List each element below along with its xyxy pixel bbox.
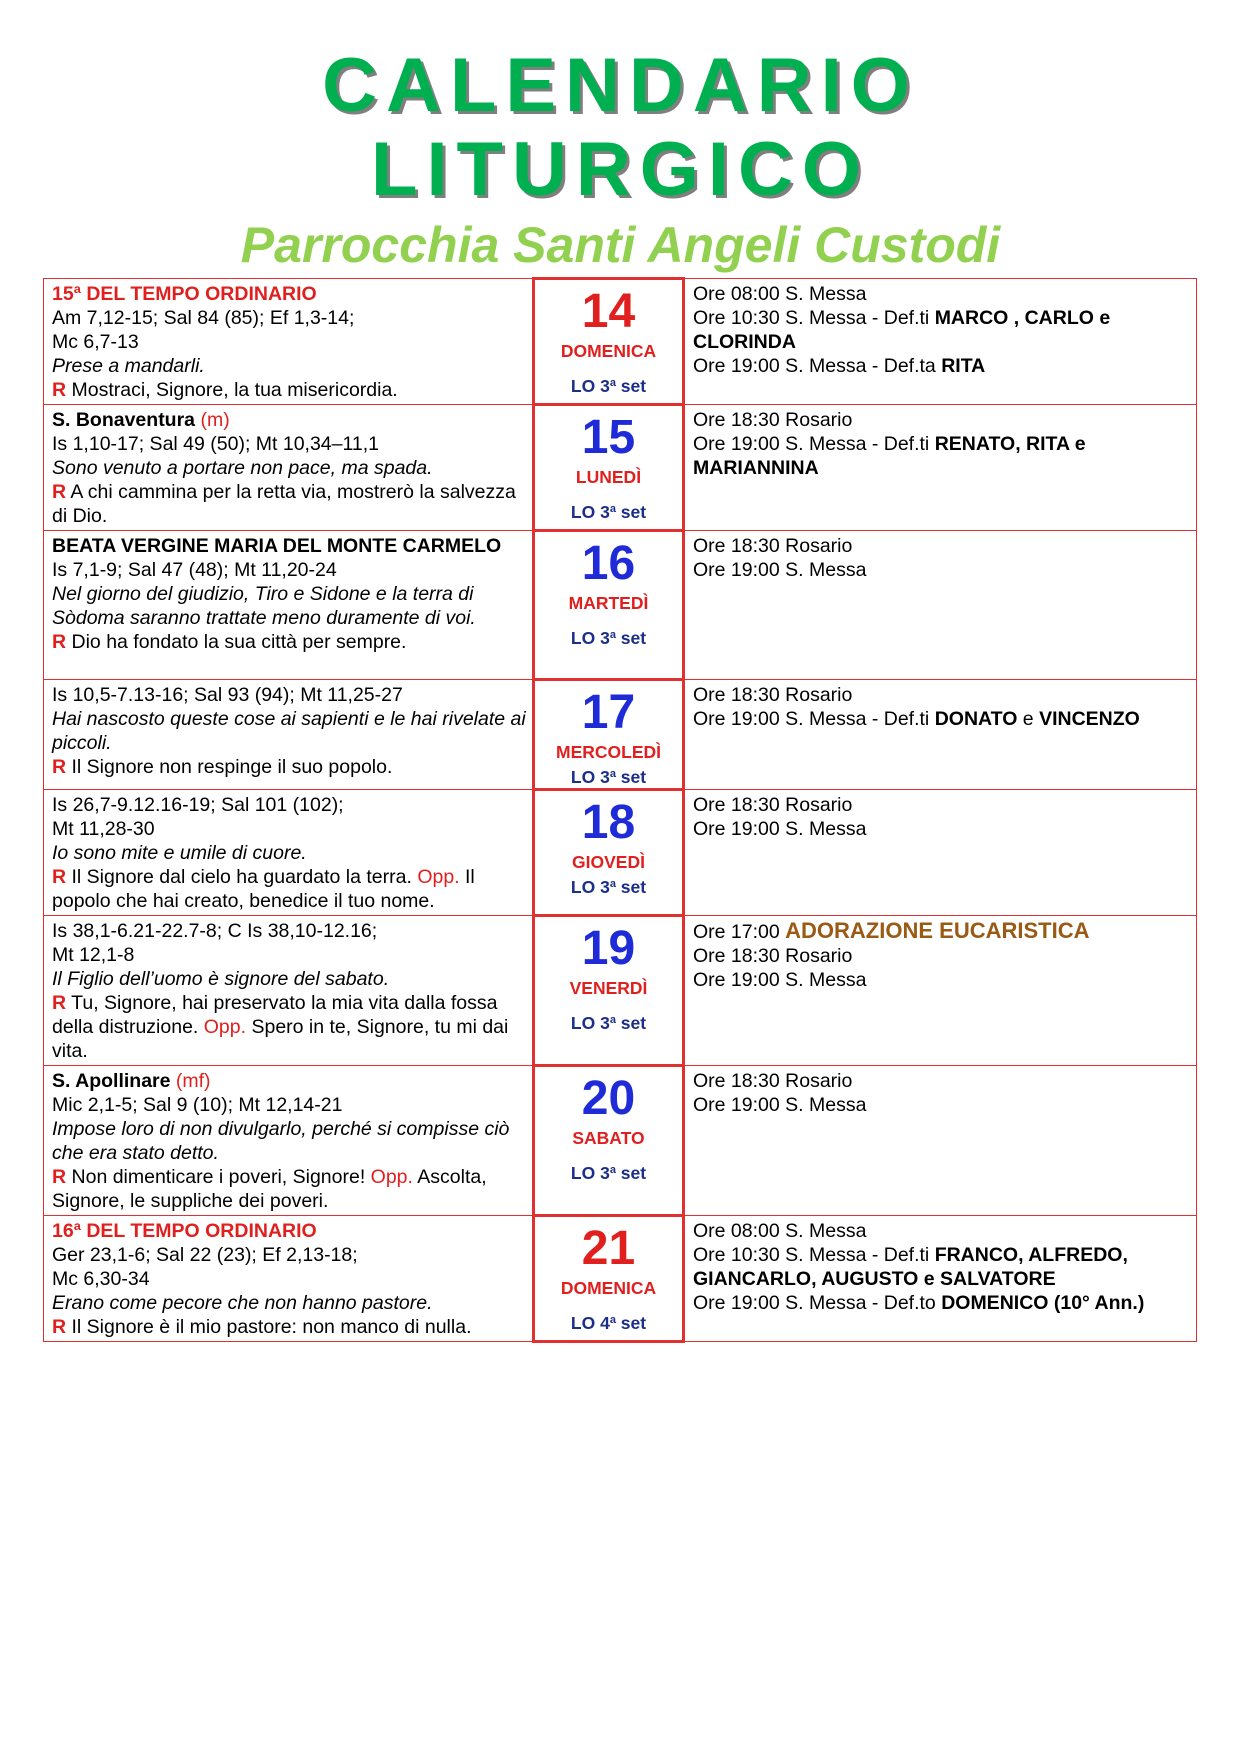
lo-sup: a — [609, 377, 616, 389]
readings-cell — [44, 1066, 534, 1216]
reading-refs: Is 1,10-17; Sal 49 (50); Mt 10,34–11,1 — [52, 433, 380, 455]
feast-title: 16ª DEL TEMPO ORDINARIO — [52, 1220, 317, 1242]
service-line — [693, 707, 1188, 731]
service-text: Ore 18:30 Rosario — [693, 409, 853, 431]
day-name: DOMENICA — [560, 341, 657, 361]
service-text: Ore 18:30 Rosario — [693, 794, 853, 816]
service-line — [693, 432, 1188, 480]
service-text: Ore 19:00 S. Messa - Def.ti — [693, 708, 935, 730]
feast-line — [52, 408, 526, 432]
day-number: 20 — [581, 1072, 636, 1125]
readings-cell — [44, 1216, 534, 1342]
service-line — [693, 1243, 1188, 1291]
response-text: A chi cammina per la retta via, mostrerò la salvezza di Dio. — [52, 481, 516, 527]
service-names: MARCO , CARLO e CLORINDA — [693, 307, 1111, 353]
lo-sup: a — [609, 503, 616, 515]
reading-refs: Mt 12,1-8 — [52, 944, 135, 966]
service-line — [693, 968, 1188, 992]
day-cell — [534, 790, 684, 916]
services-cell — [684, 279, 1197, 405]
lo-suffix: set — [615, 877, 647, 897]
service-text: e — [1017, 708, 1040, 730]
reading-refs: Mc 6,7-13 — [52, 331, 139, 353]
antiphon: Sono venuto a portare non pace, ma spada. — [52, 457, 433, 479]
readings-cell — [44, 531, 534, 680]
calendar-row — [44, 916, 1197, 1066]
lo-week: LO 4 — [570, 1313, 610, 1333]
service-names: RENATO, RITA e MARIANNINA — [693, 433, 1086, 479]
psalm-response — [52, 480, 526, 528]
readings-cell — [44, 790, 534, 916]
opp-label: Opp. — [417, 866, 460, 888]
reading-refs: Is 7,1-9; Sal 47 (48); Mt 11,20-24 — [52, 559, 337, 581]
service-text: Ore 18:30 Rosario — [693, 535, 853, 557]
service-text: Ore 19:00 S. Messa — [693, 1094, 867, 1116]
antiphon: Il Figlio dell’uomo è signore del sabato. — [52, 968, 390, 990]
reading-refs: Mt 11,28-30 — [52, 818, 155, 840]
service-line — [693, 817, 1188, 841]
service-line — [693, 793, 1188, 817]
feast-title: BEATA VERGINE MARIA DEL MONTE CARMELO — [52, 535, 502, 557]
services-cell — [684, 405, 1197, 531]
day-name: VENERDÌ — [569, 978, 648, 998]
day-number: 19 — [581, 922, 636, 975]
day-name: MARTEDÌ — [568, 593, 649, 613]
lo-week: LO 3 — [570, 502, 610, 522]
service-text: Ore 08:00 S. Messa — [693, 1220, 867, 1242]
day-cell — [534, 405, 684, 531]
psalm-response — [52, 378, 526, 402]
reading-refs: Am 7,12-15; Sal 84 (85); Ef 1,3-14; — [52, 307, 355, 329]
service-text: Ore 19:00 S. Messa - Def.ti — [693, 433, 935, 455]
services-cell — [684, 680, 1197, 790]
psalm-response — [52, 865, 526, 913]
memoria-tag: (m) — [195, 409, 230, 431]
lo-sup: a — [609, 629, 616, 641]
response-text: Il Signore non respinge il suo popolo. — [66, 756, 393, 778]
service-names: VINCENZO — [1039, 708, 1140, 730]
service-text: Ore 18:30 Rosario — [693, 684, 853, 706]
service-line — [693, 1291, 1188, 1315]
service-text: Ore 18:30 Rosario — [693, 945, 853, 967]
psalm-response — [52, 1165, 526, 1213]
lo-suffix: set — [615, 1163, 647, 1183]
service-text: Ore 19:00 S. Messa — [693, 969, 867, 991]
day-name: LUNEDÌ — [575, 467, 642, 487]
parish-subtitle: Parrocchia Santi Angeli Custodi — [240, 217, 1001, 273]
service-text: Ore 19:00 S. Messa - Def.to — [693, 1292, 942, 1314]
response-text: Mostraci, Signore, la tua misericordia. — [66, 379, 398, 401]
day-number: 16 — [581, 537, 636, 590]
antiphon: Io sono mite e umile di cuore. — [52, 842, 307, 864]
service-line — [693, 354, 1188, 378]
reading-refs: Mic 2,1-5; Sal 9 (10); Mt 12,14-21 — [52, 1094, 343, 1116]
feast-title: S. Apollinare — [52, 1070, 171, 1092]
opp-label: Opp. — [370, 1166, 413, 1188]
calendar-row — [44, 790, 1197, 916]
reading-refs: Is 10,5-7.13-16; Sal 93 (94); Mt 11,25-27 — [52, 684, 403, 706]
calendar-row — [44, 1216, 1197, 1342]
lo-suffix: set — [615, 502, 647, 522]
services-cell — [684, 1066, 1197, 1216]
day-cell — [534, 531, 684, 680]
service-line — [693, 534, 1188, 558]
day-number: 14 — [581, 285, 636, 338]
calendar-row — [44, 531, 1197, 680]
day-number: 15 — [581, 411, 636, 464]
response-text: Tu, Signore, hai preservato la mia vita dalla fossa della distruzione. — [52, 992, 498, 1038]
readings-cell — [44, 680, 534, 790]
service-names: DONATO — [934, 708, 1018, 730]
lo-sup: a — [609, 1014, 616, 1026]
service-text: Ore 10:30 S. Messa - Def.ti — [693, 1244, 935, 1266]
liturgy-of-hours — [535, 372, 682, 397]
service-line — [693, 919, 1188, 944]
psalm-response — [52, 630, 526, 654]
lo-week: LO 3 — [570, 628, 610, 648]
lo-sup: a — [609, 1164, 616, 1176]
service-names: DOMENICO (10° Ann.) — [941, 1292, 1145, 1314]
service-text: Ore 19:00 S. Messa - Def.ta — [693, 355, 942, 377]
liturgy-of-hours — [535, 624, 682, 649]
response-label: R — [52, 866, 67, 888]
antiphon: Nel giorno del giudizio, Tiro e Sidone e la terra di Sòdoma saranno trattate meno duramente di voi. — [52, 583, 476, 629]
antiphon: Hai nascosto queste cose ai sapienti e le hai rivelate ai piccoli. — [52, 708, 526, 754]
service-line — [693, 558, 1188, 582]
response-text: Non dimenticare i poveri, Signore! — [66, 1166, 371, 1188]
calendar-row — [44, 1066, 1197, 1216]
lo-sup: a — [609, 1314, 616, 1326]
reading-refs: Ger 23,1-6; Sal 22 (23); Ef 2,13-18; — [52, 1244, 358, 1266]
services-cell — [684, 1216, 1197, 1342]
response-label: R — [52, 379, 67, 401]
day-cell — [534, 279, 684, 405]
services-cell — [684, 531, 1197, 680]
reading-refs: Mc 6,30-34 — [52, 1268, 150, 1290]
day-number: 17 — [581, 686, 636, 739]
day-name: SABATO — [572, 1128, 645, 1148]
service-text: Ore 19:00 S. Messa — [693, 559, 867, 581]
readings-cell — [44, 916, 534, 1066]
response-label: R — [52, 992, 67, 1014]
liturgy-of-hours — [535, 1309, 682, 1334]
services-cell — [684, 916, 1197, 1066]
lo-suffix: set — [615, 1313, 647, 1333]
service-line — [693, 944, 1188, 968]
liturgy-of-hours — [535, 873, 682, 898]
response-text: Il Signore dal cielo ha guardato la terra. — [66, 866, 418, 888]
service-line — [693, 1219, 1188, 1243]
antiphon: Erano come pecore che non hanno pastore. — [52, 1292, 433, 1314]
response-label: R — [52, 756, 67, 778]
reading-refs: Is 38,1-6.21-22.7-8; C Is 38,10-12.16; — [52, 920, 378, 942]
lo-sup: a — [609, 768, 616, 780]
antiphon: Prese a mandarli. — [52, 355, 205, 377]
service-text: Ore 08:00 S. Messa — [693, 283, 867, 305]
day-number: 18 — [581, 796, 636, 849]
calendar-row — [44, 405, 1197, 531]
response-text: Dio ha fondato la sua città per sempre. — [66, 631, 407, 653]
service-text: Ore 17:00 — [693, 921, 786, 943]
lo-suffix: set — [615, 628, 647, 648]
lo-sup: a — [609, 878, 616, 890]
day-name: DOMENICA — [560, 1278, 657, 1298]
day-cell — [534, 1216, 684, 1342]
services-cell — [684, 790, 1197, 916]
lo-week: LO 3 — [570, 1163, 610, 1183]
day-name: MERCOLEDÌ — [556, 742, 661, 762]
page-title-line-1: CALENDARIO — [322, 43, 919, 128]
readings-cell — [44, 405, 534, 531]
psalm-response — [52, 1315, 526, 1339]
opp-text: Ascolta, Signore, le suppliche dei poveri. — [52, 1166, 487, 1212]
antiphon: Impose loro di non divulgarlo, perché si compisse ciò che era stato detto. — [52, 1118, 510, 1164]
service-line — [693, 1093, 1188, 1117]
liturgy-of-hours — [535, 498, 682, 523]
response-text: Il Signore è il mio pastore: non manco di nulla. — [66, 1316, 472, 1338]
adoration-highlight: ADORAZIONE EUCARISTICA — [785, 918, 1090, 943]
lo-suffix: set — [615, 1013, 647, 1033]
service-text: Ore 18:30 Rosario — [693, 1070, 853, 1092]
lo-week: LO 3 — [570, 767, 610, 787]
service-text: Ore 10:30 S. Messa - Def.ti — [693, 307, 935, 329]
day-cell — [534, 680, 684, 790]
day-cell — [534, 916, 684, 1066]
feast-title: 15ª DEL TEMPO ORDINARIO — [52, 283, 317, 305]
liturgy-of-hours — [535, 1159, 682, 1184]
readings-cell — [44, 279, 534, 405]
feast-title: S. Bonaventura — [52, 409, 196, 431]
psalm-response — [52, 991, 526, 1063]
psalm-response — [52, 755, 526, 779]
opp-label: Opp. — [203, 1016, 247, 1038]
response-label: R — [52, 1166, 67, 1188]
response-label: R — [52, 1316, 67, 1338]
lo-suffix: set — [615, 376, 647, 396]
service-line — [693, 306, 1188, 354]
feast-line — [52, 1069, 526, 1093]
opp-text: Il popolo che hai creato, benedice il tuo nome. — [52, 866, 475, 912]
lo-suffix: set — [615, 767, 647, 787]
lo-week: LO 3 — [570, 376, 610, 396]
lo-week: LO 3 — [570, 1013, 610, 1033]
service-line — [693, 1069, 1188, 1093]
calendar-row — [44, 680, 1197, 790]
response-label: R — [52, 631, 67, 653]
service-line — [693, 408, 1188, 432]
service-names: RITA — [941, 355, 986, 377]
service-text: Ore 19:00 S. Messa — [693, 818, 867, 840]
service-line — [693, 282, 1188, 306]
day-cell — [534, 1066, 684, 1216]
liturgical-calendar-table — [43, 277, 1197, 1343]
opp-text: Spero in te, Signore, tu mi dai vita. — [52, 1016, 509, 1062]
day-name: GIOVEDÌ — [572, 852, 645, 872]
response-label: R — [52, 481, 67, 503]
service-names: FRANCO, ALFREDO, GIANCARLO, AUGUSTO e SALVATORE — [693, 1244, 1128, 1290]
day-number: 21 — [581, 1222, 636, 1275]
memoria-tag: (mf) — [170, 1070, 211, 1092]
liturgy-of-hours — [535, 763, 682, 788]
liturgy-of-hours — [535, 1009, 682, 1034]
lo-week: LO 3 — [570, 877, 610, 897]
service-line — [693, 683, 1188, 707]
reading-refs: Is 26,7-9.12.16-19; Sal 101 (102); — [52, 794, 344, 816]
calendar-row — [44, 279, 1197, 405]
page-title-line-2: LITURGICO — [371, 127, 870, 212]
